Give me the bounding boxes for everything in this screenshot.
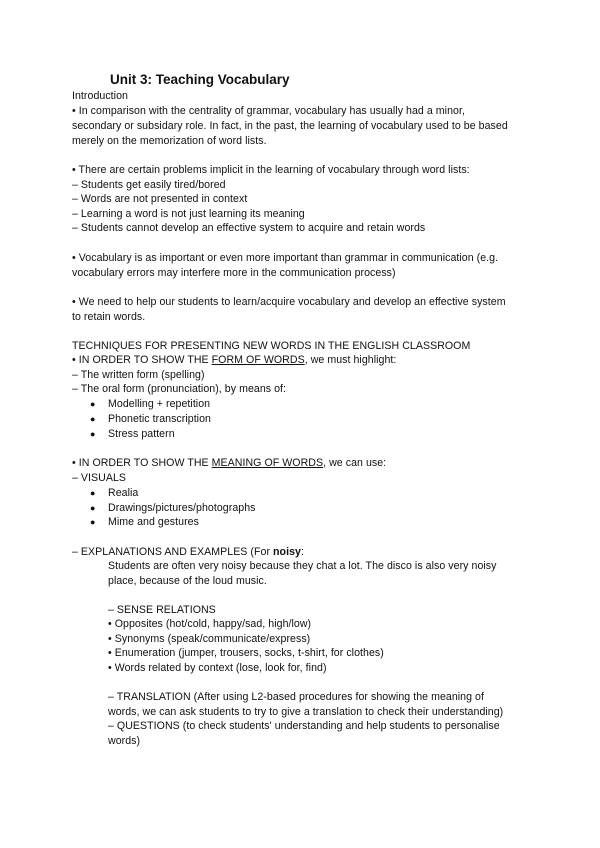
help-line: • We need to help our students to learn/acquire vocabulary and develop an effective system — [72, 296, 506, 308]
bullet-dot-icon: ● — [90, 488, 96, 498]
form-heading: • IN ORDER TO SHOW THE FORM OF WORDS, we must highlight: — [72, 354, 397, 366]
questions-line: words) — [108, 735, 141, 747]
oral-form: – The oral form (pronunciation), by means of: — [72, 383, 287, 395]
visual-bullet: Mime and gestures — [108, 516, 199, 528]
sense-line: • Synonyms (speak/communicate/express) — [108, 633, 311, 645]
visuals-heading: – VISUALS — [72, 472, 127, 484]
written-form: – The written form (spelling) — [72, 369, 205, 381]
bullet-dot-icon: ● — [90, 399, 96, 409]
intro-line: • In comparison with the centrality of grammar, vocabulary has usually had a minor, — [72, 105, 465, 117]
problem-item: – Words are not presented in context — [72, 193, 248, 205]
example-line: place, because of the loud music. — [108, 575, 267, 587]
bullet-dot-icon: ● — [90, 429, 96, 439]
problem-item: – Learning a word is not just learning its meaning — [72, 208, 305, 220]
intro-heading: Introduction — [72, 90, 128, 102]
form-bullet: Phonetic transcription — [108, 413, 211, 425]
problems-intro: • There are certain problems implicit in the learning of vocabulary through word lists: — [72, 164, 470, 176]
sense-line: • Opposites (hot/cold, happy/sad, high/low) — [108, 618, 312, 630]
form-bullet: Modelling + repetition — [108, 398, 211, 410]
problem-item: – Students get easily tired/bored — [72, 179, 226, 191]
example-line: Students are often very noisy because they chat a lot. The disco is also very noisy — [108, 560, 497, 572]
translation-line: words, we can ask students to try to give a translation to check their understanding) — [108, 706, 504, 718]
bullet-dot-icon: ● — [90, 414, 96, 424]
noisy-bold: noisy — [273, 546, 301, 558]
bullet-dot-icon: ● — [90, 503, 96, 513]
help-line: to retain words. — [72, 311, 146, 323]
explanations-heading: – EXPLANATIONS AND EXAMPLES (For noisy: — [72, 546, 304, 558]
intro-line: secondary or subsidary role. In fact, in the past, the learning of vocabulary used to be based — [72, 120, 508, 132]
intro-line: merely on the memorization of word lists. — [72, 135, 267, 147]
sense-line: • Enumeration (jumper, trousers, socks, t-shirt, for clothes) — [108, 647, 384, 659]
problem-item: – Students cannot develop an effective system to acquire and retain words — [72, 222, 426, 234]
importance-line: • Vocabulary is as important or even more important than grammar in communication (e.g. — [72, 252, 499, 264]
page-title: Unit 3: Teaching Vocabulary — [110, 72, 290, 87]
translation-line: – TRANSLATION (After using L2-based procedures for showing the meaning of — [108, 691, 484, 703]
visual-bullet: Realia — [108, 487, 139, 499]
form-bullet: Stress pattern — [108, 428, 175, 440]
sense-line: – SENSE RELATIONS — [108, 604, 216, 616]
form-of-words-underlined: FORM OF WORDS — [211, 354, 305, 366]
meaning-of-words-underlined: MEANING OF WORDS — [211, 457, 324, 469]
visual-bullet: Drawings/pictures/photographs — [108, 502, 256, 514]
sense-line: • Words related by context (lose, look for, find) — [108, 662, 327, 674]
questions-line: – QUESTIONS (to check students' understanding and help students to personalise — [108, 720, 500, 732]
bullet-dot-icon: ● — [90, 517, 96, 527]
meaning-heading: • IN ORDER TO SHOW THE MEANING OF WORDS, we can use: — [72, 457, 387, 469]
importance-line: vocabulary errors may interfere more in the communication process) — [72, 267, 396, 279]
techniques-heading: TECHNIQUES FOR PRESENTING NEW WORDS IN THE ENGLISH CLASSROOM — [72, 340, 471, 352]
